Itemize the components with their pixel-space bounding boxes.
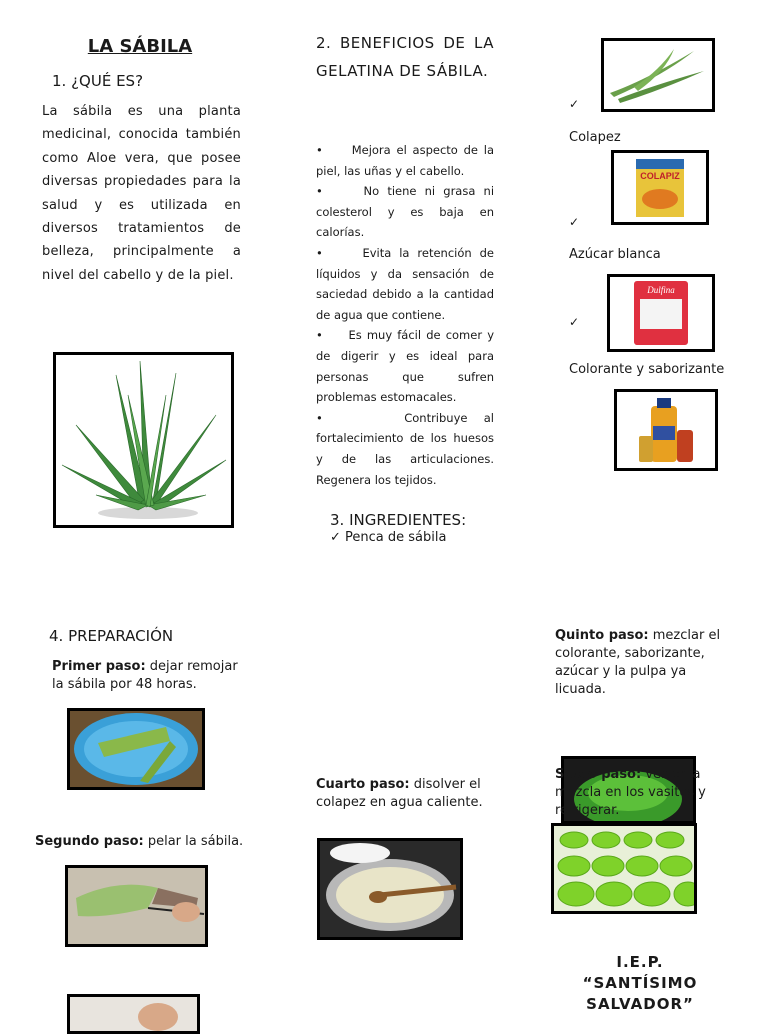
section-beneficios-heading: 2. BENEFICIOS DE LA GELATINA DE SÁBILA. [316,34,494,80]
dissolving-colapez-image [317,838,463,940]
step-5-text: Quinto paso: mezclar el colorante, saborizante, azúcar y la pulpa ya licuada. [555,628,721,697]
step-3-image [67,994,200,1034]
beneficio-item: • Evita la retención de líquidos y da sensación de saciedad debido a la cantidad de agua que contiene. [316,245,494,322]
colorant-bottles-image [614,389,718,471]
school-name: I.E.P. “SANTÍSIMO SALVADOR” [582,953,698,1013]
colapiz-package-image [611,150,709,225]
check-icon: ✓ [569,97,580,111]
gelatin-cups-image [551,823,697,914]
beneficio-item: • Contribuye al fortalecimiento de los huesos y de las articulaciones. Regenera los tejidos. [316,410,495,487]
ingrediente-item: Colapez [569,130,621,145]
step-4-text: Cuarto paso: disolver el colapez en agua caliente. [316,777,483,810]
section-preparacion-heading: 4. PREPARACIÓN [49,627,174,645]
sugar-bag-image [607,274,715,352]
beneficios-list [316,140,494,490]
section-que-es-body: La sábila es una planta medicinal, conocida también como Aloe vera, que posee diversas propiedades para la salud y es utilizada en diversos tratamientos de belleza, principalmente a nivel del cabello y de la piel. [42,104,241,283]
section-ingredientes-heading: 3. INGREDIENTES: [330,511,467,529]
beneficio-item: • Mejora el aspecto de la piel, las uñas y el cabello. [316,143,495,178]
check-icon: ✓ [569,215,580,229]
colapiz-logo-text: COLAPIZ [640,171,680,181]
beneficio-item: • No tiene ni grasa ni colesterol y es baja en calorías. [316,184,495,240]
ingrediente-item: ✓ Penca de sábila [330,530,447,545]
aloe-leaves-image [601,38,715,112]
page-title: LA SÁBILA [87,36,193,57]
soaking-aloe-image [67,708,205,790]
ingrediente-item: Colorante y saborizante [569,362,725,377]
beneficio-item: • Es muy fácil de comer y de digerir y es ideal para personas que sufren problemas estomacales. [316,328,494,405]
check-icon: ✓ [330,530,341,545]
step-1-text: Primer paso: dejar remojar la sábila por 48 horas. [52,659,238,692]
section-que-es-heading: 1. ¿QUÉ ES? [52,72,144,90]
ingrediente-item: Azúcar blanca [569,247,661,262]
step-6-text: Sexto paso: verter la mezcla en los vasitos y refrigerar. [555,767,706,818]
peeling-aloe-image [65,865,208,947]
step-2-text: Segundo paso: pelar la sábila. [35,834,244,849]
aloe-plant-image [53,352,234,528]
dulfina-logo-text: Dulfina [647,285,675,295]
check-icon: ✓ [569,315,580,329]
